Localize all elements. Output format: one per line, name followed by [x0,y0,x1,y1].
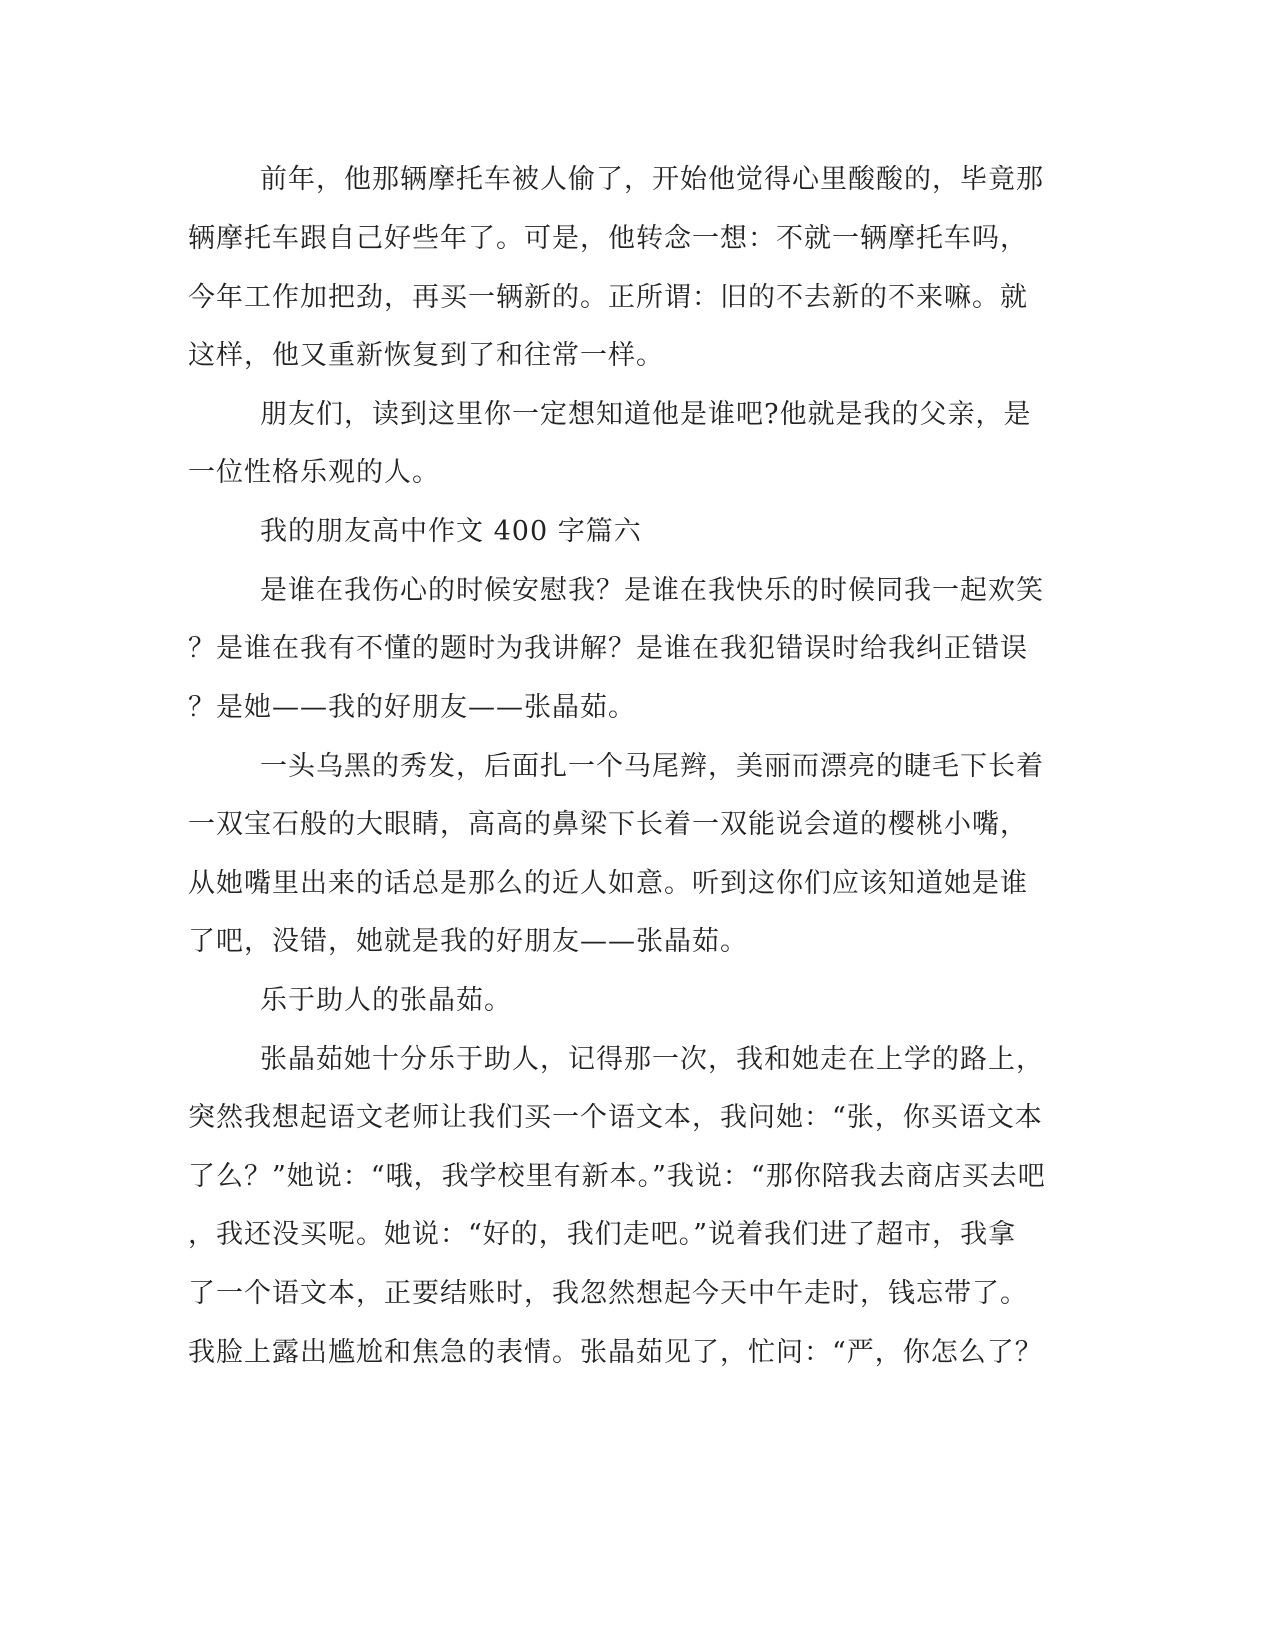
text-line: ？是她——我的好朋友——张晶茹。 [188,692,636,723]
text-line: 突然我想起语文老师让我们买一个语文本，我问她：“张，你买语文本 [188,1102,1043,1133]
text-line: 我脸上露出尴尬和焦急的表情。张晶茹见了，忙问：“严，你怎么了？ [188,1337,1043,1368]
text-line: 朋友们，读到这里你一定想知道他是谁吧?他就是我的父亲，是 [260,399,1032,430]
text-line: 一双宝石般的大眼睛，高高的鼻梁下长着一双能说会道的樱桃小嘴， [188,809,1028,840]
text-line: 一头乌黑的秀发，后面扎一个马尾辫，美丽而漂亮的睫毛下长着 [260,751,1044,782]
text-line: 前年，他那辆摩托车被人偷了，开始他觉得心里酸酸的，毕竟那 [260,164,1044,195]
text-line: 了么？”她说：“哦，我学校里有新本。”我说：“那你陪我去商店买去吧 [188,1161,1046,1192]
text-line: 这样，他又重新恢复到了和往常一样。 [188,340,664,371]
text-line: 一位性格乐观的人。 [188,457,440,488]
text-line: 了一个语文本，正要结账时，我忽然想起今天中午走时，钱忘带了。 [188,1278,1028,1309]
text-line: ，我还没买呢。她说：“好的，我们走吧。”说着我们进了超市，我拿 [188,1219,1017,1250]
section-heading: 我的朋友高中作文 400 字篇六 [260,516,642,547]
text-line: ？是谁在我有不懂的题时为我讲解？是谁在我犯错误时给我纠正错误 [188,633,1028,664]
text-line: 张晶茹她十分乐于助人，记得那一次，我和她走在上学的路上， [260,1044,1044,1075]
text-line: 今年工作加把劲，再买一辆新的。正所谓：旧的不去新的不来嘛。就 [188,282,1028,313]
text-line: 辆摩托车跟自己好些年了。可是，他转念一想：不就一辆摩托车吗， [188,223,1028,254]
text-line: 是谁在我伤心的时候安慰我？是谁在我快乐的时候同我一起欢笑 [260,575,1044,606]
text-line: 从她嘴里出来的话总是那么的近人如意。听到这你们应该知道她是谁 [188,868,1028,899]
text-line: 了吧，没错，她就是我的好朋友——张晶茹。 [188,926,748,957]
text-line: 乐于助人的张晶茹。 [260,985,512,1016]
